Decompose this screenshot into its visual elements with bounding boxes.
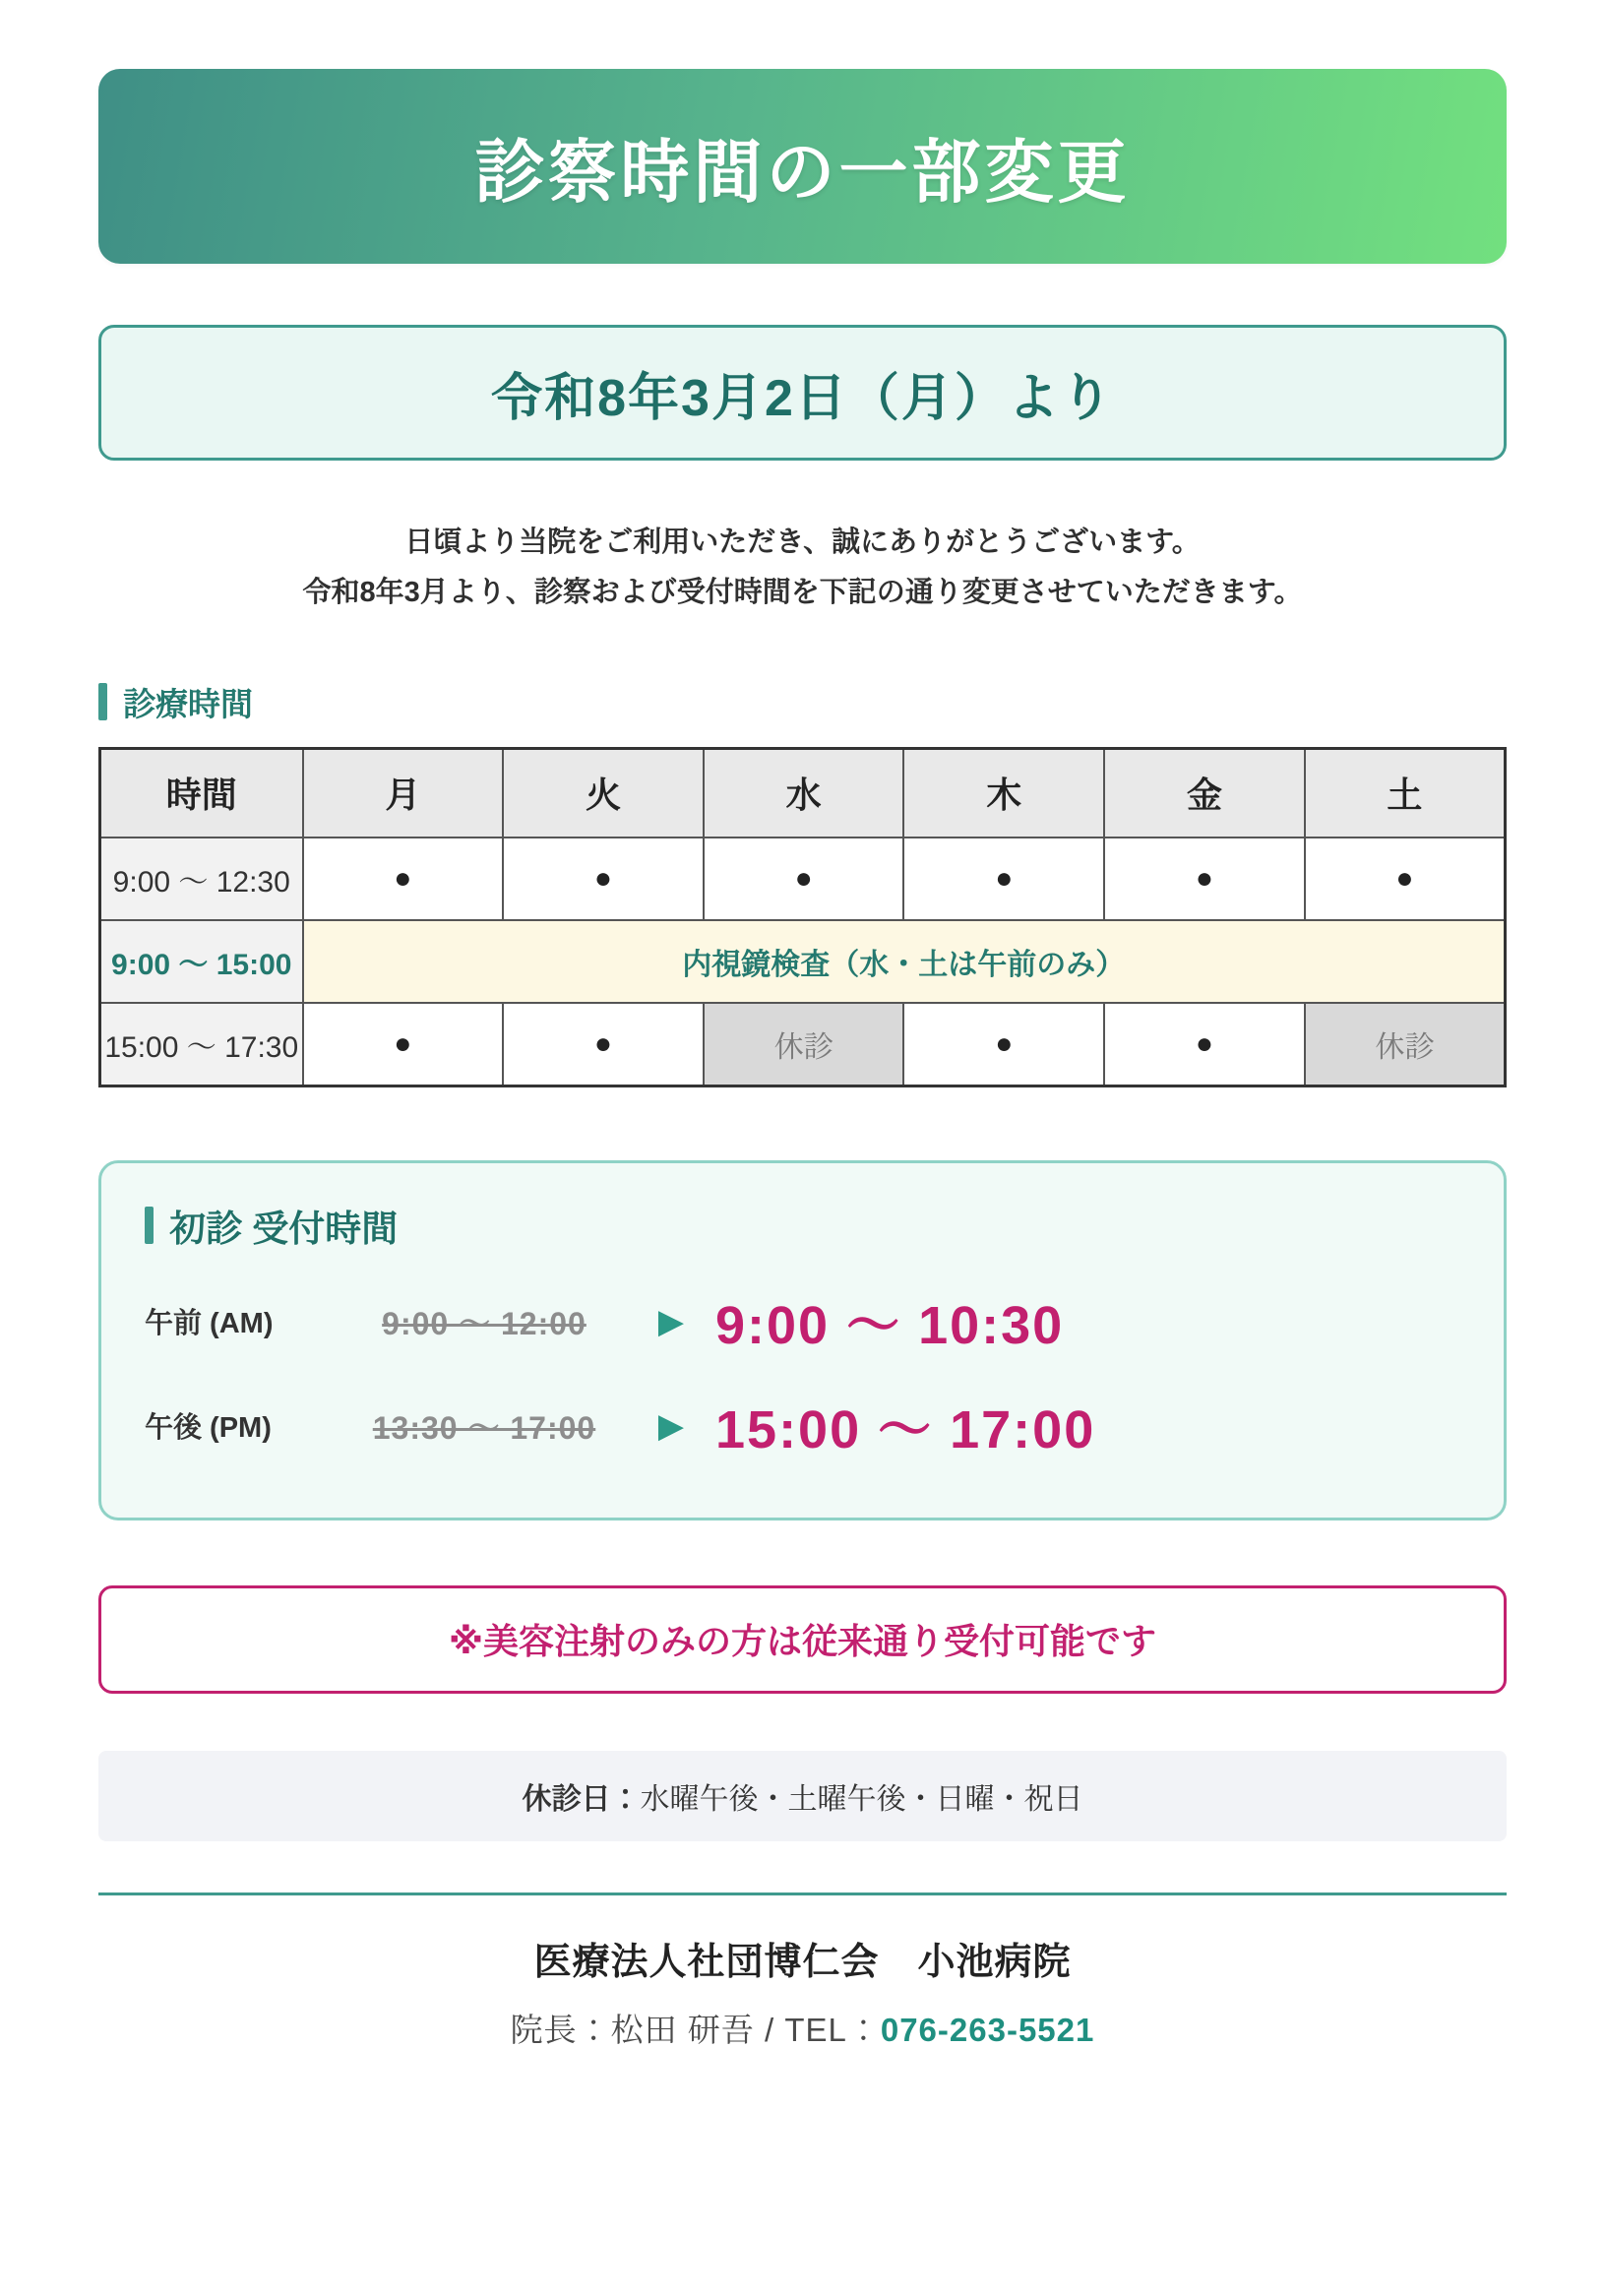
cell-afternoon-tue: ● <box>503 1003 704 1086</box>
cell-morning-wed: ● <box>704 838 904 920</box>
schedule-heading-label: 診療時間 <box>123 685 253 722</box>
cell-afternoon-mon: ● <box>303 1003 504 1086</box>
effective-date-box <box>98 325 1507 461</box>
cell-afternoon-wed: 休診 <box>704 1003 904 1086</box>
footer-divider <box>98 1893 1507 1895</box>
table-row <box>100 838 1506 920</box>
holiday-value: 水曜午後・土曜午後・日曜・祝日 <box>640 1782 1083 1816</box>
table-row <box>100 1003 1506 1086</box>
director-label: 院長：松田 研吾 / TEL： <box>510 2011 881 2048</box>
schedule-heading <box>98 679 1507 725</box>
cell-morning-tue: ● <box>503 838 704 920</box>
cell-morning-sat: ● <box>1305 838 1506 920</box>
holiday-text <box>523 1774 1083 1818</box>
column-header-wed: 水 <box>704 748 904 838</box>
cell-afternoon-fri: ● <box>1104 1003 1305 1086</box>
column-header-time: 時間 <box>100 748 303 838</box>
cell-afternoon-thu: ● <box>903 1003 1104 1086</box>
first-visit-heading-label: 初診 受付時間 <box>169 1208 399 1249</box>
notice-text: ※美容注射のみの方は従来通り受付可能です <box>449 1621 1156 1661</box>
schedule-table <box>98 747 1507 1087</box>
notice-box <box>98 1585 1507 1694</box>
contact-line <box>98 2005 1507 2051</box>
arrow-right-icon: ▶ <box>657 1302 685 1340</box>
row-time-afternoon: 15:00 〜 17:30 <box>100 1003 303 1086</box>
footer <box>98 1931 1507 2051</box>
heading-accent-bar <box>145 1207 154 1244</box>
row-time-endoscopy: 9:00 〜 15:00 <box>100 920 303 1003</box>
intro-line-2: 令和8年3月より、診察および受付時間を下記の通り変更させていただきます。 <box>302 576 1303 608</box>
column-header-thu: 木 <box>903 748 1104 838</box>
intro-line-1: 日頃より当院をご利用いただき、誠にありがとうございます。 <box>404 527 1201 558</box>
cell-morning-mon: ● <box>303 838 504 920</box>
clinic-name: 医療法人社団博仁会 小池病院 <box>533 1941 1072 1983</box>
telephone-number: 076-263-5521 <box>880 2011 1095 2048</box>
intro-paragraph <box>98 518 1507 618</box>
first-visit-row-am <box>145 1270 1460 1374</box>
first-visit-new-am: 9:00 〜 10:30 <box>715 1296 1065 1355</box>
column-header-fri: 金 <box>1104 748 1305 838</box>
cell-afternoon-sat: 休診 <box>1305 1003 1506 1086</box>
first-visit-box <box>98 1160 1507 1520</box>
holiday-bar <box>98 1751 1507 1841</box>
column-header-sat: 土 <box>1305 748 1506 838</box>
first-visit-old-pm: 13:30 〜 17:00 <box>372 1409 596 1446</box>
heading-accent-bar <box>98 683 107 720</box>
title-banner <box>98 69 1507 264</box>
first-visit-heading <box>145 1199 1460 1252</box>
arrow-right-icon: ▶ <box>657 1406 685 1445</box>
column-header-mon: 月 <box>303 748 504 838</box>
holiday-label: 休診日： <box>522 1782 641 1816</box>
cell-morning-thu: ● <box>903 838 1104 920</box>
row-time-morning: 9:00 〜 12:30 <box>100 838 303 920</box>
cell-morning-fri: ● <box>1104 838 1305 920</box>
effective-date-text: 令和8年3月2日（月）より <box>491 369 1114 427</box>
first-visit-new-pm: 15:00 〜 17:00 <box>715 1400 1096 1459</box>
first-visit-row-pm <box>145 1374 1460 1478</box>
column-header-tue: 火 <box>503 748 704 838</box>
first-visit-label-pm: 午後 (PM) <box>145 1412 272 1444</box>
page-title: 診察時間の一部変更 <box>474 133 1131 211</box>
cell-endoscopy-note: 内視鏡検査（水・土は午前のみ） <box>303 920 1506 1003</box>
first-visit-old-am: 9:00 〜 12:00 <box>382 1305 586 1341</box>
table-row <box>100 920 1506 1003</box>
table-header-row <box>100 748 1506 838</box>
first-visit-label-am: 午前 (AM) <box>145 1308 274 1339</box>
